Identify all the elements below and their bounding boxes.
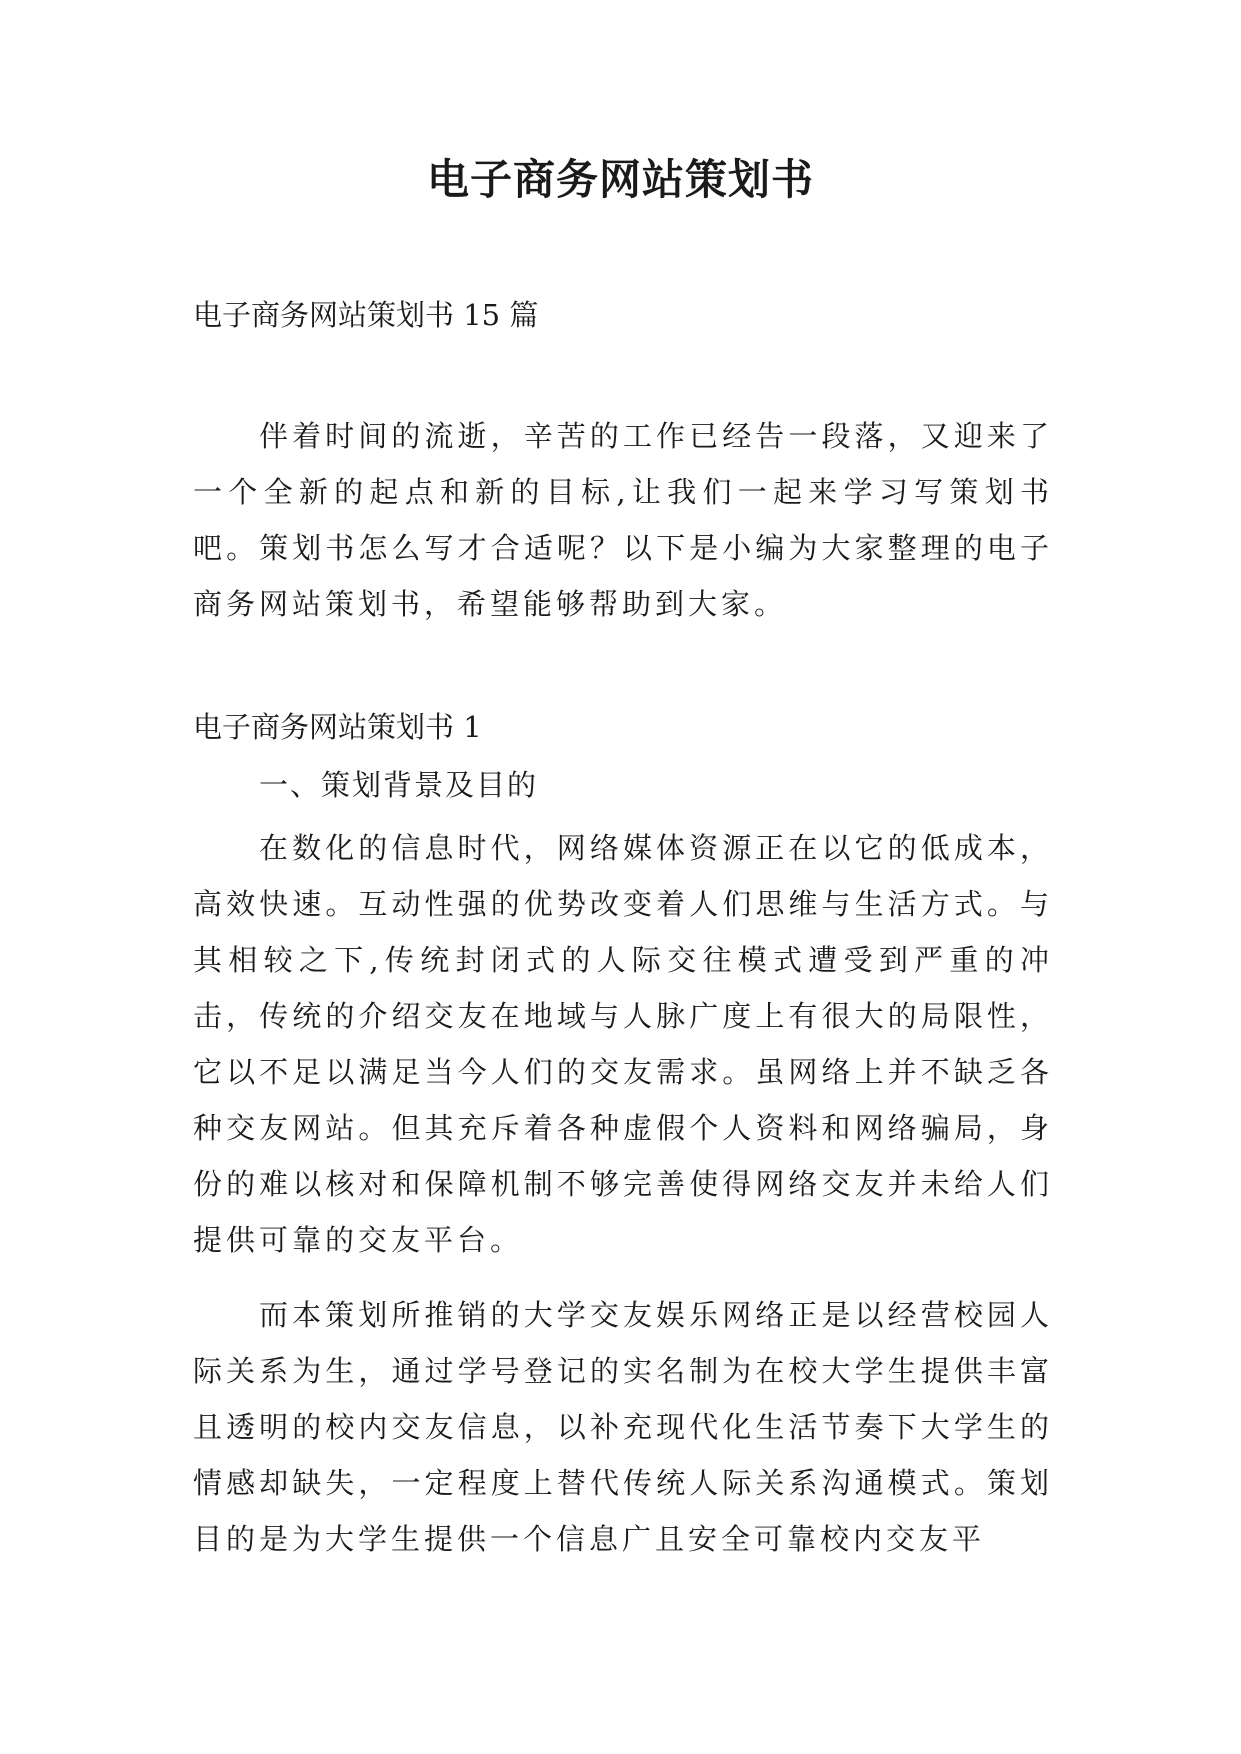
body-paragraph: 而本策划所推销的大学交友娱乐网络正是以经营校园人际关系为生，通过学号登记的实名制为在校大学生提供丰富且透明的校内交友信息，以补充现代化生活节奏下大学生的情感却缺失，一定程度上替代传统人际关系沟通模式。策划目的是为大学生提供一个信息广且安全可靠校内交友平 — [193, 1298, 1053, 1556]
document-subtitle: 电子商务网站策划书 15 篇 — [193, 298, 539, 332]
body-paragraph: 在数化的信息时代，网络媒体资源正在以它的低成本，高效快速。互动性强的优势改变着人们思维与生活方式。与其相较之下,传统封闭式的人际交往模式遭受到严重的冲击，传统的介绍交友在地域与人脉广度上有很大的局限性，它以不足以满足当今人们的交友需求。虽网络上并不缺乏各种交友网站。但其充斥着各种虚假个人资料和网络骗局，身份的难以核对和保障机制不够完善使得网络交友并未给人们提供可靠的交友平台。 — [193, 831, 1053, 1257]
intro-paragraph: 伴着时间的流逝，辛苦的工作已经告一段落，又迎来了一个全新的起点和新的目标,让我们一起来学习写策划书吧。策划书怎么写才合适呢？以下是小编为大家整理的电子商务网站策划书，希望能够帮助到大家。 — [193, 419, 1053, 621]
subsection-heading: 一、策划背景及目的 — [259, 768, 539, 802]
document-title: 电子商务网站策划书 — [426, 155, 814, 204]
section-heading: 电子商务网站策划书 1 — [193, 710, 482, 744]
